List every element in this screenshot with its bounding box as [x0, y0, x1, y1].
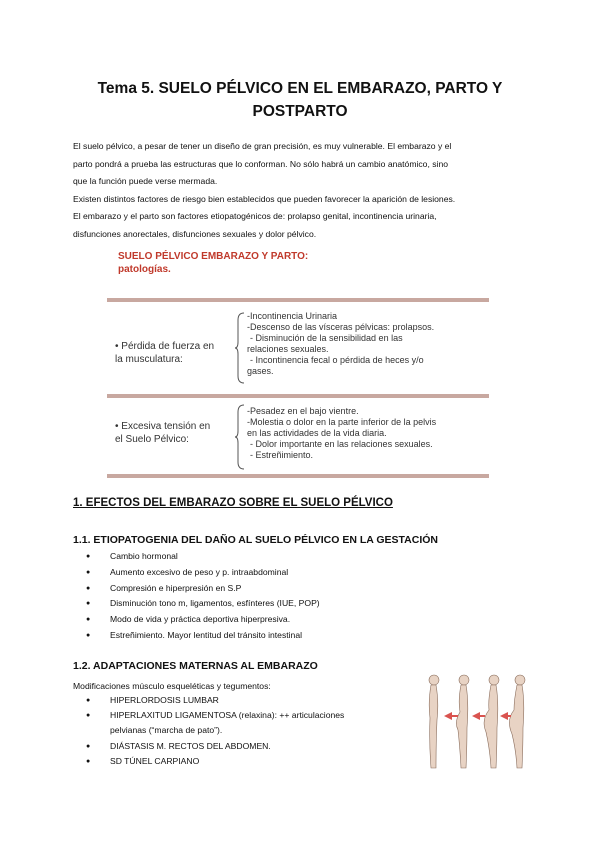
list-item: ● HIPERLAXITUD LIGAMENTOSA (relaxina): ++ articulaciones — [86, 708, 416, 723]
list-item: ● Disminución tono m, ligamentos, esfínteres (IUE, POP) — [86, 596, 416, 612]
subsection-heading-1: 1.1. ETIOPATOGENIA DEL DAÑO AL SUELO PÉLVICO EN LA GESTACIÓN — [73, 534, 439, 546]
pregnancy-posture-illustration — [414, 672, 532, 772]
arrow-icon — [472, 712, 480, 720]
row2-item: -Molestia o dolor en la parte inferior de la pelvis — [247, 417, 437, 427]
arrow-icon — [444, 712, 452, 720]
pathology-row-strength — [107, 298, 489, 392]
list-item: ● Cambio hormonal — [86, 549, 416, 565]
page-title-line-1: Tema 5. SUELO PÉLVICO EN EL EMBARAZO, PARTO Y — [97, 80, 503, 97]
intro-line: que la función puede verse mermada. — [73, 176, 218, 186]
adaptations-list — [86, 693, 416, 769]
intro-line: El suelo pélvico, a pesar de tener un diseño de gran precisión, es muy vulnerable. El embarazo y el — [73, 141, 452, 151]
etiopathogenesis-list — [86, 549, 416, 644]
list-item: ● Estreñimiento. Mayor lentitud del tránsito intestinal — [86, 628, 416, 644]
intro-paragraph — [73, 138, 533, 243]
row1-item: gases. — [247, 366, 274, 376]
brace-icon — [235, 404, 245, 470]
figure-subtitle-text: patologías. — [118, 264, 171, 275]
row1-label-line: la musculatura: — [115, 354, 183, 365]
brace-icon — [235, 312, 245, 384]
figure-title-text: SUELO PÉLVICO EMBARAZO Y PARTO: — [118, 251, 309, 262]
list-item: ● Modo de vida y práctica deportiva hiperpresiva. — [86, 612, 416, 628]
row1-item: relaciones sexuales. — [247, 344, 329, 354]
row1-item: -Incontinencia Urinaria — [247, 311, 338, 321]
row2-items — [247, 406, 487, 461]
row1-item: - Incontinencia fecal o pérdida de heces y/o — [250, 355, 424, 365]
row2-item: -Pesadez en el bajo vientre. — [247, 406, 359, 416]
intro-line: Existen distintos factores de riesgo bien establecidos que pueden favorecer la aparición de lesiones. — [73, 193, 456, 204]
pathology-diagram — [107, 298, 489, 478]
list-item: ● DIÁSTASIS M. RECTOS DEL ABDOMEN. — [86, 739, 416, 754]
page-title-line-2: POSTPARTO — [252, 103, 348, 120]
row2-label-line: el Suelo Pélvico: — [115, 434, 189, 445]
row1-item: -Descenso de las vísceras pélvicas: prolapsos. — [247, 322, 435, 332]
list-item: ● Aumento excesivo de peso y p. intraabdominal — [86, 565, 416, 581]
row1-item: - Disminución de la sensibilidad en las — [250, 333, 403, 343]
intro-line: disfunciones anorectales, disfunciones sexuales y dolor pélvico. — [73, 228, 317, 239]
row1-label — [115, 340, 214, 366]
subsection-heading-2: 1.2. ADAPTACIONES MATERNAS AL EMBARAZO — [73, 660, 318, 672]
row1-label-line: • Pérdida de fuerza en — [115, 341, 215, 352]
arrow-icon — [500, 712, 508, 720]
section-heading: 1. EFECTOS DEL EMBARAZO SOBRE EL SUELO PÉLVICO — [73, 497, 393, 509]
list-item: ● Compresión e hiperpresión en S.P — [86, 581, 416, 597]
intro-line: El embarazo y el parto son factores etiopatogénicos de: prolapso genital, incontinencia urinaria, — [73, 211, 437, 221]
row2-label-line: • Excesiva tensión en — [115, 421, 211, 432]
row1-items — [247, 311, 487, 377]
row2-item: - Dolor importante en las relaciones sexuales. — [250, 439, 433, 449]
list-item-continuation: pelvianas (“marcha de pato”). — [110, 725, 223, 736]
row2-label — [115, 420, 210, 446]
figure-title — [118, 250, 308, 276]
intro-line: parto pondrá a prueba las estructuras que lo conforman. No sólo habrá un cambio anatómico, sino — [73, 158, 449, 169]
pathology-row-tension — [107, 394, 489, 478]
row2-item: - Estreñimiento. — [250, 450, 314, 460]
list-item: ● HIPERLORDOSIS LUMBAR — [86, 693, 416, 708]
adaptations-intro: Modificaciones músculo esqueléticas y tegumentos: — [73, 681, 271, 691]
list-item: ● SD TÚNEL CARPIANO — [86, 754, 416, 769]
row2-item: en las actividades de la vida diaria. — [247, 428, 387, 438]
